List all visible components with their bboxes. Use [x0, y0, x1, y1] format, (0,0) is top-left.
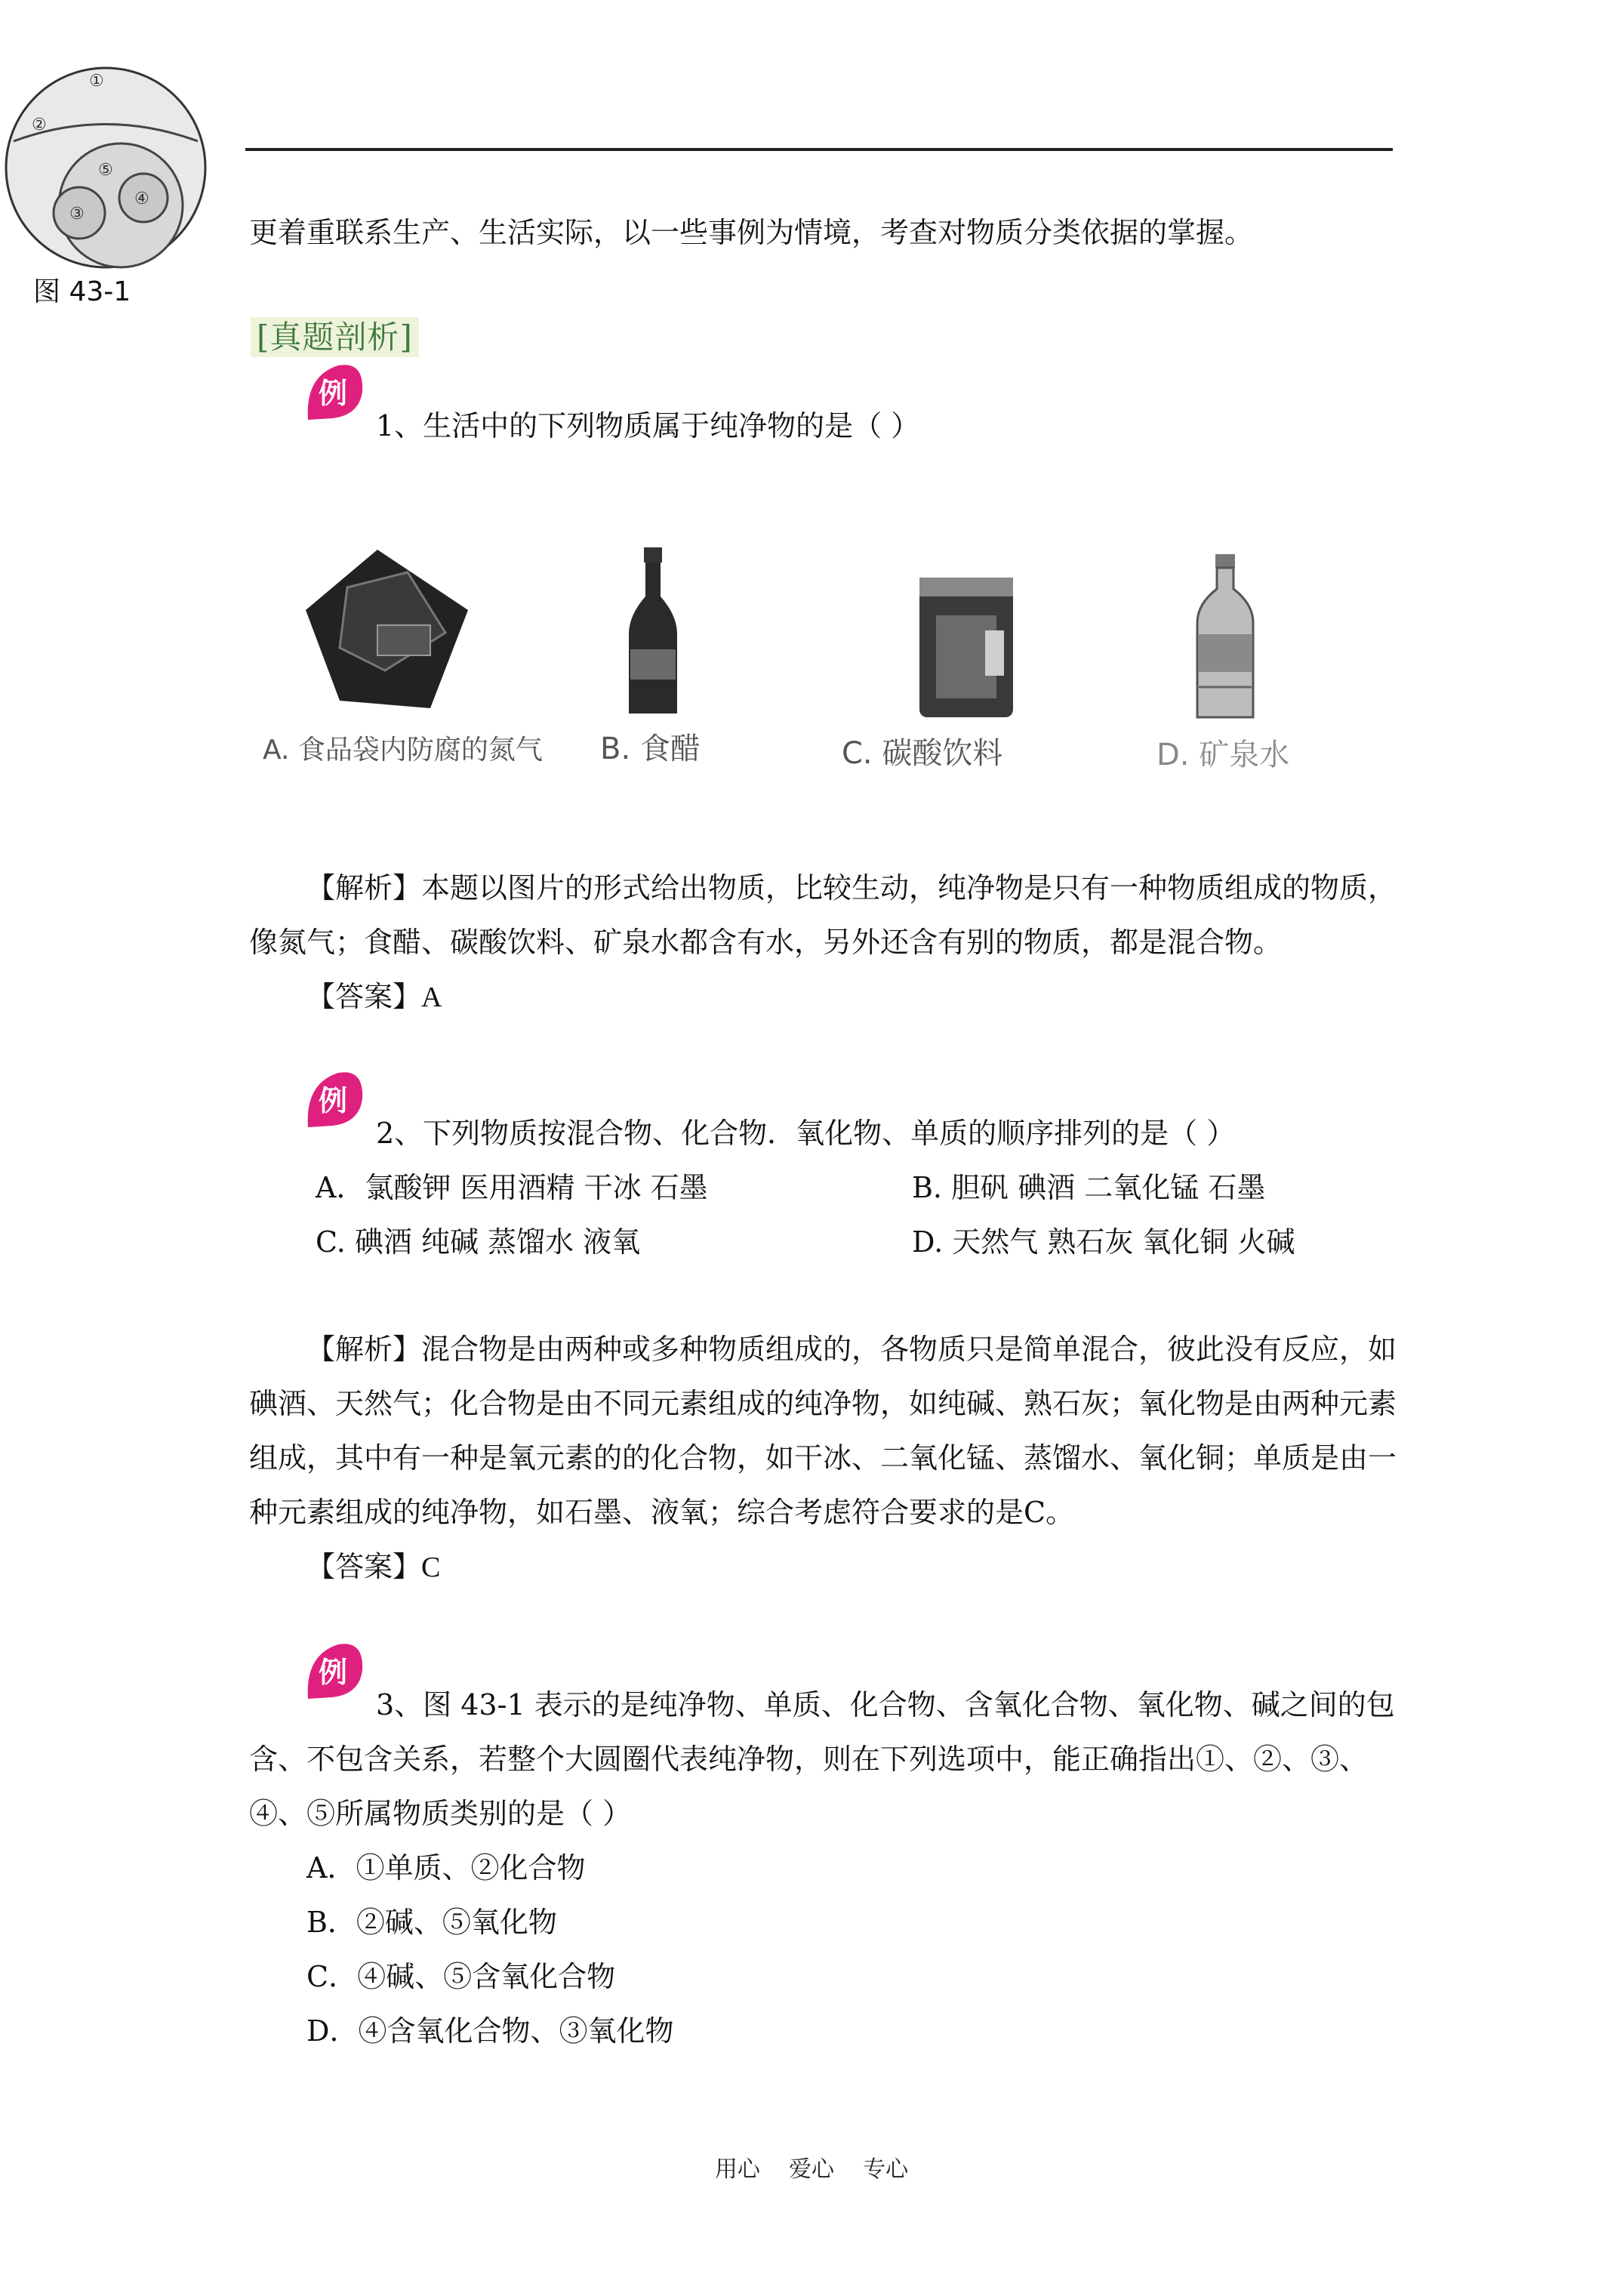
water-bottle-icon [1191, 551, 1259, 721]
q2-option-c: C. 碘酒 纯碱 蒸馏水 液氧 [316, 1225, 641, 1259]
label-4: ④ [134, 190, 149, 208]
q2-stem: 2、下列物质按混合物、化合物．氧化物、单质的顺序排列的是（ ） [376, 1117, 1236, 1150]
q1-image-b [623, 544, 683, 717]
example-badge-2 [302, 1068, 367, 1133]
q1-caption-a: A. 食品袋内防腐的氮气 [263, 735, 543, 766]
page-footer: 用心 爱心 专心 [714, 2156, 909, 2183]
figure-caption: 图 43-1 [33, 276, 131, 307]
figure-43-1 [0, 54, 219, 281]
q3-stem-line2: 含、不包含关系，若整个大圆圈代表纯净物，则在下列选项中，能正确指出①、②、③、 [249, 1743, 1369, 1776]
label-1: ① [89, 72, 104, 91]
label-3: ③ [69, 205, 85, 223]
example-badge-icon [302, 1640, 367, 1705]
example-badge-3 [302, 1640, 367, 1705]
label-2: ② [32, 116, 47, 134]
q2-analysis [306, 1322, 1397, 1376]
q1-image-c [913, 570, 1019, 721]
q3-option-b: B．②碱、⑤氧化物 [306, 1906, 557, 1939]
section-title-label: [真题剖析] [251, 317, 419, 357]
q1-caption-d: D. 矿泉水 [1156, 738, 1290, 772]
q1-caption-b: B. 食醋 [600, 732, 701, 766]
q2-answer-label: 【答案】 [306, 1550, 422, 1583]
q3-stem-line1: 3、图 43-1 表示的是纯净物、单质、化合物、含氧化合物、氧化物、碱之间的包 [376, 1688, 1395, 1721]
intro-text: 更着重联系生产、生活实际，以一些事例为情境，考查对物质分类依据的掌握。 [249, 216, 1254, 249]
q3-option-c: C．④碱、⑤含氧化合物 [306, 1960, 616, 1993]
q1-image-a [294, 542, 476, 716]
label-5: ⑤ [98, 161, 113, 180]
q2-analysis-line2: 碘酒、天然气；化合物是由不同元素组成的纯净物，如纯碱、熟石灰；氧化物是由两种元素 [249, 1387, 1397, 1420]
svg-text:例: 例 [319, 1655, 348, 1689]
section-title [251, 313, 419, 358]
q1-analysis-line2: 像氮气；食醋、碳酸饮料、矿泉水都含有水，另外还含有别的物质，都是混合物。 [249, 926, 1283, 959]
nitrogen-bag-icon [294, 542, 476, 716]
vinegar-bottle-icon [623, 544, 683, 717]
soda-can-icon [913, 570, 1019, 721]
header-rule [245, 148, 1393, 151]
q2-option-d: D. 天然气 熟石灰 氧化铜 火碱 [912, 1225, 1295, 1259]
q2-answer [306, 1539, 440, 1595]
q2-option-a: A．氯酸钾 医用酒精 干冰 石墨 [316, 1171, 708, 1204]
q1-answer-label: 【答案】 [306, 980, 422, 1013]
q1-answer-value: A [421, 982, 442, 1013]
example-badge-icon [302, 1068, 367, 1133]
q2-analysis-line1: 混合物是由两种或多种物质组成的，各物质只是简单混合，彼此没有反应，如 [421, 1333, 1397, 1366]
q2-analysis-line4: 种元素组成的纯净物，如石墨、液氧；综合考虑符合要求的是C。 [249, 1496, 1075, 1529]
q1-caption-c: C. 碳酸饮料 [842, 736, 1003, 771]
q2-analysis-line3: 组成，其中有一种是氧元素的的化合物，如干冰、二氧化锰、蒸馏水、氧化铜；单质是由一 [249, 1441, 1397, 1475]
q1-answer [306, 969, 442, 1025]
svg-text:例: 例 [319, 376, 348, 410]
q1-image-d [1191, 551, 1259, 721]
q1-analysis-label: 【解析】 [306, 871, 422, 905]
q1-analysis-line1: 本题以图片的形式给出物质，比较生动，纯净物是只有一种物质组成的物质， [421, 871, 1397, 905]
example-badge-1 [302, 361, 367, 426]
q3-option-d: D．④含氧化合物、③氧化物 [306, 2014, 674, 2048]
q3-option-a: A．①单质、②化合物 [306, 1851, 586, 1885]
example-badge-icon [302, 361, 367, 426]
q2-answer-value: C [421, 1552, 441, 1583]
q1-stem: 1、生活中的下列物质属于纯净物的是（ ） [376, 409, 920, 442]
nested-circle-diagram [0, 54, 219, 281]
q2-analysis-label: 【解析】 [306, 1333, 422, 1366]
q1-analysis [306, 861, 1397, 915]
svg-text:例: 例 [319, 1083, 348, 1117]
q2-option-b: B. 胆矾 碘酒 二氧化锰 石墨 [912, 1171, 1266, 1204]
q3-stem-line3: ④、⑤所属物质类别的是（ ） [249, 1797, 632, 1830]
